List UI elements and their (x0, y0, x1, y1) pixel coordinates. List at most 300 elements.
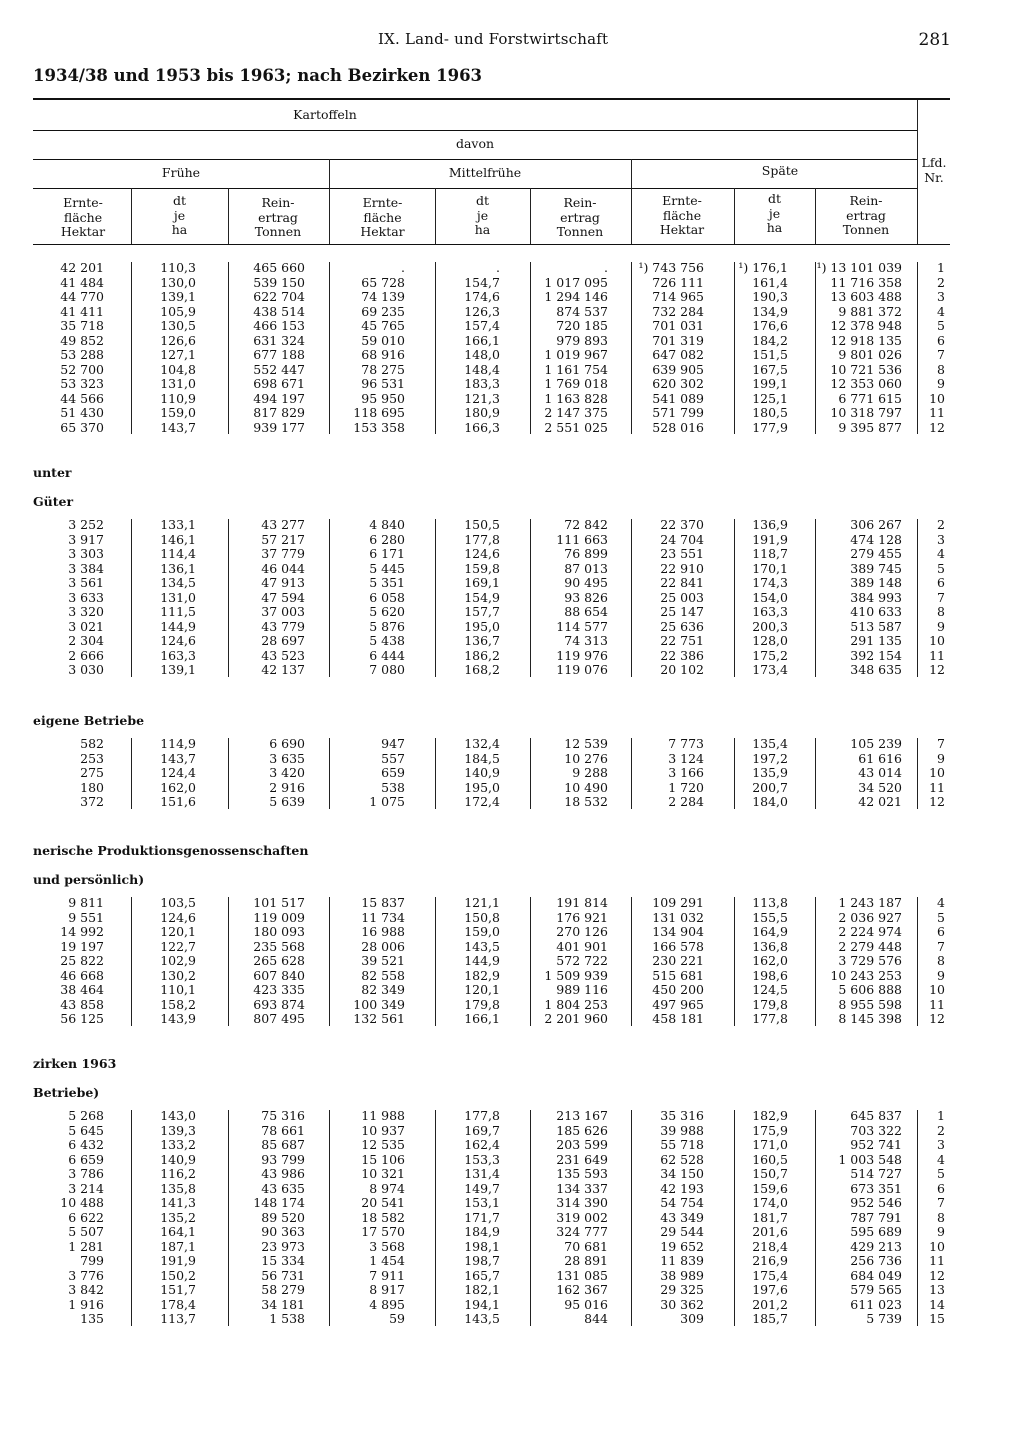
cell-fruehe-output: 90 363 (261, 1224, 305, 1239)
table-row (0, 1312, 1024, 1327)
cell-fruehe-area: 6 432 (68, 1137, 104, 1152)
cell-fruehe-yield: 139,1 (160, 662, 196, 677)
cell-fruehe-area: 38 464 (60, 982, 104, 997)
table-row (0, 377, 1024, 392)
cell-spaete-output: 787 791 (850, 1209, 902, 1225)
cell-fruehe-output: 677 188 (253, 347, 305, 362)
cell-lfd-nr: 4 (937, 1151, 945, 1167)
cell-mittelfruehe-output: 270 126 (556, 924, 608, 939)
cell-mittelfruehe-yield: 183,3 (464, 376, 500, 391)
cell-fruehe-yield: 135,8 (160, 1180, 196, 1196)
cell-spaete-yield: 197,6 (752, 1282, 788, 1297)
cell-fruehe-yield: 150,2 (160, 1267, 196, 1283)
cell-fruehe-output: 3 635 (269, 750, 305, 766)
table-row (0, 421, 1024, 436)
cell-mittelfruehe-area: 59 010 (361, 332, 405, 348)
header-line: Hektar (659, 222, 705, 237)
cell-spaete-area: 54 754 (660, 1195, 704, 1210)
cell-fruehe-output: 180 093 (253, 924, 305, 939)
table-row (0, 305, 1024, 320)
cell-fruehe-output: 15 334 (261, 1253, 305, 1268)
header-rule (33, 159, 917, 160)
cell-spaete-yield: 161,4 (752, 274, 788, 290)
cell-fruehe-output: 1 538 (269, 1311, 305, 1326)
cell-spaete-yield: 184,0 (752, 794, 788, 809)
cell-fruehe-area: 2 304 (68, 633, 104, 648)
cell-mittelfruehe-output: 95 016 (564, 1296, 608, 1312)
header-line: ertrag (846, 207, 886, 223)
table-row (0, 1283, 1024, 1298)
cell-fruehe-yield: 113,7 (160, 1311, 196, 1326)
cell-mittelfruehe-yield: 182,1 (464, 1282, 500, 1297)
cell-spaete-output: 429 213 (850, 1238, 902, 1254)
header-dt-je-ha (131, 194, 228, 238)
cell-spaete-area: 25 636 (660, 618, 704, 634)
cell-fruehe-output: 698 671 (253, 376, 305, 391)
header-line: Ernte- (362, 195, 403, 210)
table-row (0, 620, 1024, 635)
cell-mittelfruehe-yield: 143,5 (464, 1311, 500, 1326)
cell-fruehe-output: 423 335 (253, 982, 305, 997)
table-row (0, 781, 1024, 796)
cell-mittelfruehe-yield: 120,1 (464, 982, 500, 997)
table-row (0, 1012, 1024, 1027)
header-lfd-line: Nr. (924, 169, 944, 185)
page-number: 281 (918, 30, 951, 50)
cell-mittelfruehe-yield: 148,0 (464, 347, 500, 362)
cell-mittelfruehe-area: 100 349 (353, 996, 405, 1012)
cell-lfd-nr: 11 (929, 996, 945, 1012)
cell-mittelfruehe-area: 39 521 (361, 953, 405, 968)
header-dt-je-ha (734, 192, 815, 236)
cell-spaete-area: 528 016 (652, 419, 704, 435)
cell-mittelfruehe-area: 1 454 (369, 1253, 405, 1268)
cell-spaete-output: 392 154 (850, 647, 902, 663)
cell-mittelfruehe-output: 1 294 146 (544, 289, 608, 304)
cell-fruehe-yield: 158,2 (160, 996, 196, 1012)
cell-fruehe-area: 43 858 (60, 996, 104, 1012)
cell-fruehe-output: 101 517 (253, 895, 305, 910)
cell-spaete-yield: 136,8 (752, 938, 788, 954)
cell-spaete-area: 3 166 (668, 765, 704, 780)
cell-spaete-output: 579 565 (850, 1282, 902, 1297)
cell-fruehe-area: 44 566 (60, 390, 104, 406)
cell-spaete-output: 10 243 253 (830, 967, 902, 983)
cell-spaete-output: 2 279 448 (838, 938, 902, 954)
cell-spaete-output: 8 955 598 (838, 996, 902, 1012)
cell-fruehe-yield: 135,2 (160, 1209, 196, 1225)
cell-fruehe-output: 37 003 (261, 604, 305, 619)
cell-spaete-output: 10 318 797 (830, 405, 902, 420)
header-kartoffeln: Kartoffeln (293, 107, 357, 122)
cell-spaete-area: 230 221 (652, 953, 704, 968)
cell-mittelfruehe-yield: 157,4 (464, 318, 500, 333)
cell-fruehe-output: 3 420 (269, 765, 305, 780)
cell-mittelfruehe-output: 90 495 (564, 575, 608, 590)
cell-mittelfruehe-output: 72 842 (564, 517, 608, 532)
cell-spaete-yield: 154,0 (752, 589, 788, 605)
cell-mittelfruehe-yield: 162,4 (464, 1137, 500, 1152)
cell-lfd-nr: 14 (929, 1296, 945, 1312)
table-row (0, 348, 1024, 363)
cell-spaete-area: 35 316 (660, 1108, 704, 1123)
cell-spaete-output: 2 036 927 (838, 909, 902, 925)
cell-fruehe-yield: 133,1 (160, 517, 196, 532)
cell-spaete-yield: 175,4 (752, 1267, 788, 1283)
cell-fruehe-output: 43 779 (261, 618, 305, 634)
cell-fruehe-output: 43 277 (261, 517, 305, 532)
top-rule (33, 98, 950, 100)
cell-fruehe-output: 57 217 (261, 531, 305, 547)
cell-lfd-nr: 5 (937, 1166, 945, 1181)
header-line: ertrag (258, 209, 298, 225)
header-mittelfruehe: Mittelfrühe (448, 165, 522, 180)
cell-spaete-yield: 159,6 (752, 1180, 788, 1196)
cell-spaete-area: 109 291 (652, 895, 704, 910)
cell-spaete-yield: 185,7 (752, 1311, 788, 1326)
cell-mittelfruehe-area: 5 351 (369, 575, 405, 590)
cell-fruehe-area: 52 700 (60, 361, 104, 377)
cell-fruehe-yield: 143,7 (160, 750, 196, 766)
cell-fruehe-area: 14 992 (60, 924, 104, 939)
cell-spaete-output: 514 727 (850, 1166, 902, 1181)
header-line: ha (766, 220, 783, 235)
header-line: Tonnen (556, 224, 604, 239)
cell-fruehe-yield: 159,0 (160, 405, 196, 420)
cell-mittelfruehe-output: 874 537 (556, 303, 608, 319)
table-row (0, 925, 1024, 940)
cell-fruehe-yield: 140,9 (160, 1151, 196, 1167)
cell-spaete-yield: 124,5 (752, 982, 788, 997)
cell-mittelfruehe-output: 2 551 025 (544, 419, 608, 435)
cell-mittelfruehe-yield: 195,0 (464, 618, 500, 634)
cell-fruehe-area: 46 668 (60, 967, 104, 983)
cell-fruehe-yield: 126,6 (160, 332, 196, 348)
cell-fruehe-yield: 114,9 (160, 736, 196, 751)
table-row (0, 649, 1024, 664)
cell-lfd-nr: 4 (937, 546, 945, 561)
cell-spaete-yield: 118,7 (752, 546, 788, 561)
cell-mittelfruehe-area: 5 438 (369, 633, 405, 648)
cell-lfd-nr: 5 (937, 909, 945, 925)
cell-fruehe-output: 148 174 (253, 1195, 305, 1210)
cell-fruehe-area: 3 320 (68, 604, 104, 619)
cell-spaete-area: 726 111 (652, 274, 704, 290)
cell-spaete-yield: 150,7 (752, 1166, 788, 1181)
cell-mittelfruehe-output: 231 649 (556, 1151, 608, 1167)
cell-lfd-nr: 7 (937, 347, 945, 362)
cell-spaete-area: 620 302 (652, 376, 704, 391)
cell-spaete-yield: 151,5 (752, 347, 788, 362)
cell-spaete-output: 279 455 (850, 546, 902, 561)
cell-spaete-output: 9 395 877 (838, 419, 902, 435)
table-row (0, 1240, 1024, 1255)
header-dt-je-ha (435, 194, 530, 238)
cell-spaete-area: 134 904 (652, 924, 704, 939)
cell-mittelfruehe-area: 15 106 (361, 1151, 405, 1167)
cell-spaete-yield: 171,0 (752, 1137, 788, 1152)
header-line: ha (474, 222, 491, 237)
cell-fruehe-yield: 146,1 (160, 531, 196, 547)
cell-mittelfruehe-area: 7 080 (369, 662, 405, 677)
cell-spaete-area: 11 839 (660, 1253, 704, 1268)
cell-mittelfruehe-output: 401 901 (556, 938, 608, 954)
table-row (0, 276, 1024, 291)
cell-fruehe-yield: 130,2 (160, 967, 196, 983)
cell-spaete-yield: 125,1 (752, 390, 788, 406)
cell-fruehe-yield: 124,6 (160, 909, 196, 925)
cell-mittelfruehe-area: 4 895 (369, 1296, 405, 1312)
cell-lfd-nr: 6 (937, 1180, 945, 1196)
cell-spaete-output: 645 837 (850, 1108, 902, 1123)
cell-mittelfruehe-yield: 168,2 (464, 662, 500, 677)
cell-mittelfruehe-area: 3 568 (369, 1238, 405, 1254)
cell-spaete-yield: 174,0 (752, 1195, 788, 1210)
cell-mittelfruehe-area: 74 139 (361, 289, 405, 304)
header-davon: davon (455, 136, 495, 151)
cell-spaete-output: 5 606 888 (838, 982, 902, 997)
cell-spaete-yield: 134,9 (752, 303, 788, 319)
cell-fruehe-yield: 103,5 (160, 895, 196, 910)
cell-fruehe-yield: 151,6 (160, 794, 196, 809)
cell-fruehe-yield: 130,0 (160, 274, 196, 290)
cell-mittelfruehe-area: 12 535 (361, 1137, 405, 1152)
cell-mittelfruehe-output: 119 976 (556, 647, 608, 663)
cell-fruehe-yield: 178,4 (160, 1296, 196, 1312)
table-row (0, 1109, 1024, 1124)
header-line: ha (171, 222, 188, 237)
cell-fruehe-area: 42 201 (60, 260, 104, 275)
table-row (0, 406, 1024, 421)
cell-fruehe-output: 466 153 (253, 318, 305, 333)
cell-fruehe-output: 43 986 (261, 1166, 305, 1181)
cell-spaete-yield: 175,2 (752, 647, 788, 663)
table-row (0, 795, 1024, 810)
cell-mittelfruehe-output: 191 814 (556, 895, 608, 910)
cell-fruehe-area: 10 488 (60, 1195, 104, 1210)
cell-spaete-area: 34 150 (660, 1166, 704, 1181)
cell-fruehe-output: 494 197 (253, 390, 305, 406)
cell-spaete-yield: 216,9 (752, 1253, 788, 1268)
cell-spaete-output: 256 736 (850, 1253, 902, 1268)
cell-spaete-output: 13 603 488 (830, 289, 902, 304)
cell-mittelfruehe-area: 10 321 (361, 1166, 405, 1181)
table-row (0, 954, 1024, 969)
cell-fruehe-output: 43 635 (261, 1180, 305, 1196)
header-line: Tonnen (842, 222, 890, 237)
header-reinertrag (530, 196, 630, 240)
cell-mittelfruehe-area: 16 988 (361, 924, 405, 939)
cell-mittelfruehe-yield: 172,4 (464, 794, 500, 809)
cell-lfd-nr: 4 (937, 895, 945, 910)
cell-mittelfruehe-yield: . (496, 260, 500, 275)
cell-spaete-output: 410 633 (850, 604, 902, 619)
cell-mittelfruehe-area: 20 541 (361, 1195, 405, 1210)
cell-lfd-nr: 10 (929, 1238, 945, 1254)
table-row (0, 562, 1024, 577)
cell-mittelfruehe-output: 93 826 (564, 589, 608, 605)
table-row (0, 940, 1024, 955)
cell-fruehe-area: 56 125 (60, 1011, 104, 1026)
cell-mittelfruehe-output: 1 017 095 (544, 274, 608, 290)
cell-spaete-area: 458 181 (652, 1011, 704, 1026)
cell-fruehe-area: 372 (80, 794, 104, 809)
cell-spaete-yield: 177,8 (752, 1011, 788, 1026)
cell-spaete-yield: 190,3 (752, 289, 788, 304)
cell-lfd-nr: 10 (929, 633, 945, 648)
cell-mittelfruehe-output: 203 599 (556, 1137, 608, 1152)
cell-mittelfruehe-yield: 153,3 (464, 1151, 500, 1167)
cell-fruehe-area: 9 811 (68, 895, 104, 910)
header-erntefläche (632, 194, 732, 238)
table-row (0, 998, 1024, 1013)
section-label: zirken 1963 (33, 1056, 117, 1071)
cell-lfd-nr: 7 (937, 1195, 945, 1210)
cell-mittelfruehe-output: 88 654 (564, 604, 608, 619)
cell-mittelfruehe-output: 12 539 (564, 736, 608, 751)
cell-lfd-nr: 10 (929, 765, 945, 780)
table-row (0, 363, 1024, 378)
cell-mittelfruehe-area: 659 (381, 765, 405, 780)
cell-spaete-area: 571 799 (652, 405, 704, 420)
cell-spaete-area: 450 200 (652, 982, 704, 997)
cell-spaete-area: 23 551 (660, 546, 704, 561)
cell-spaete-output: 348 635 (850, 662, 902, 677)
cell-fruehe-yield: 151,7 (160, 1282, 196, 1297)
cell-fruehe-output: 119 009 (253, 909, 305, 925)
cell-spaete-area: ¹) 743 756 (638, 260, 704, 275)
cell-lfd-nr: 2 (937, 1122, 945, 1138)
cell-mittelfruehe-yield: 153,1 (464, 1195, 500, 1210)
cell-fruehe-output: 75 316 (261, 1108, 305, 1123)
cell-spaete-yield: 197,2 (752, 750, 788, 766)
header-line: fläche (63, 209, 103, 225)
table-row (0, 1182, 1024, 1197)
cell-mittelfruehe-area: 65 728 (361, 274, 405, 290)
cell-fruehe-area: 6 622 (68, 1209, 104, 1225)
cell-lfd-nr: 6 (937, 924, 945, 939)
cell-spaete-yield: 155,5 (752, 909, 788, 925)
cell-spaete-area: 20 102 (660, 662, 704, 677)
cell-mittelfruehe-area: 4 840 (369, 517, 405, 532)
cell-spaete-area: 22 910 (660, 560, 704, 576)
cell-fruehe-yield: 139,1 (160, 289, 196, 304)
cell-spaete-output: 6 771 615 (838, 390, 902, 406)
cell-fruehe-area: 53 323 (60, 376, 104, 391)
cell-fruehe-output: 47 594 (261, 589, 305, 605)
cell-spaete-output: 9 881 372 (838, 303, 902, 319)
cell-spaete-yield: 167,5 (752, 361, 788, 377)
cell-mittelfruehe-output: 2 147 375 (544, 405, 608, 420)
page-title: 1934/38 und 1953 bis 1963; nach Bezirken 1963 (33, 66, 483, 85)
cell-spaete-output: 684 049 (850, 1267, 902, 1283)
table-row (0, 1167, 1024, 1182)
cell-lfd-nr: 11 (929, 779, 945, 795)
cell-lfd-nr: 11 (929, 405, 945, 420)
cell-spaete-area: 3 124 (668, 750, 704, 766)
cell-spaete-area: 7 773 (668, 736, 704, 751)
section-label: Güter (33, 494, 74, 509)
cell-mittelfruehe-area: 947 (381, 736, 405, 751)
cell-lfd-nr: 6 (937, 332, 945, 348)
cell-mittelfruehe-output: 76 899 (564, 546, 608, 561)
cell-mittelfruehe-yield: 184,5 (464, 750, 500, 766)
cell-fruehe-yield: 124,6 (160, 633, 196, 648)
cell-mittelfruehe-area: 6 058 (369, 589, 405, 605)
cell-fruehe-output: 607 840 (253, 967, 305, 983)
cell-fruehe-yield: 164,1 (160, 1224, 196, 1239)
header-line: ertrag (560, 209, 600, 225)
cell-mittelfruehe-yield: 136,7 (464, 633, 500, 648)
cell-mittelfruehe-output: 131 085 (556, 1267, 608, 1283)
header-line: Rein- (563, 195, 597, 210)
cell-mittelfruehe-area: 132 561 (353, 1011, 405, 1026)
cell-mittelfruehe-yield: 157,7 (464, 604, 500, 619)
cell-spaete-area: 309 (680, 1311, 704, 1326)
table-row (0, 1138, 1024, 1153)
cell-mittelfruehe-output: 572 722 (556, 953, 608, 968)
cell-spaete-area: 30 362 (660, 1296, 704, 1312)
cell-fruehe-yield: 134,5 (160, 575, 196, 590)
cell-spaete-yield: 175,9 (752, 1122, 788, 1138)
cell-mittelfruehe-output: 844 (584, 1311, 608, 1326)
header-erntefläche (38, 196, 128, 240)
cell-mittelfruehe-area: 28 006 (361, 938, 405, 954)
cell-mittelfruehe-area: 5 620 (369, 604, 405, 619)
cell-lfd-nr: 2 (937, 517, 945, 532)
cell-mittelfruehe-area: 18 582 (361, 1209, 405, 1225)
cell-mittelfruehe-area: 5 445 (369, 560, 405, 576)
cell-spaete-yield: 200,3 (752, 618, 788, 634)
cell-fruehe-area: 9 551 (68, 909, 104, 925)
header-line: dt (767, 191, 782, 206)
cell-lfd-nr: 12 (929, 419, 945, 435)
cell-fruehe-output: 58 279 (261, 1282, 305, 1297)
cell-mittelfruehe-area: 17 570 (361, 1224, 405, 1239)
cell-lfd-nr: 9 (937, 967, 945, 983)
header-line: je (173, 207, 186, 223)
cell-lfd-nr: 3 (937, 531, 945, 547)
cell-fruehe-area: 3 786 (68, 1166, 104, 1181)
cell-spaete-output: 389 745 (850, 560, 902, 576)
cell-fruehe-output: 89 520 (261, 1209, 305, 1225)
cell-lfd-nr: 7 (937, 938, 945, 954)
table-row (0, 1269, 1024, 1284)
cell-fruehe-area: 65 370 (60, 419, 104, 435)
cell-lfd-nr: 11 (929, 1253, 945, 1268)
cell-fruehe-yield: 114,4 (160, 546, 196, 561)
cell-mittelfruehe-output: 1 804 253 (544, 996, 608, 1012)
cell-mittelfruehe-area: 11 988 (361, 1108, 405, 1123)
cell-spaete-area: 701 031 (652, 318, 704, 333)
cell-mittelfruehe-yield: 143,5 (464, 938, 500, 954)
cell-fruehe-yield: 102,9 (160, 953, 196, 968)
cell-mittelfruehe-yield: 195,0 (464, 779, 500, 795)
cell-spaete-output: 34 520 (858, 779, 902, 795)
cell-spaete-area: 732 284 (652, 303, 704, 319)
cell-mittelfruehe-output: 162 367 (556, 1282, 608, 1297)
cell-spaete-area: 43 349 (660, 1209, 704, 1225)
cell-fruehe-yield: 124,4 (160, 765, 196, 780)
cell-lfd-nr: 8 (937, 604, 945, 619)
cell-spaete-yield: 191,9 (752, 531, 788, 547)
cell-mittelfruehe-area: 59 (389, 1311, 405, 1326)
cell-spaete-yield: 181,7 (752, 1209, 788, 1225)
cell-spaete-area: 131 032 (652, 909, 704, 925)
cell-spaete-output: 10 721 536 (830, 361, 902, 377)
cell-mittelfruehe-yield: 171,7 (464, 1209, 500, 1225)
table-row (0, 334, 1024, 349)
